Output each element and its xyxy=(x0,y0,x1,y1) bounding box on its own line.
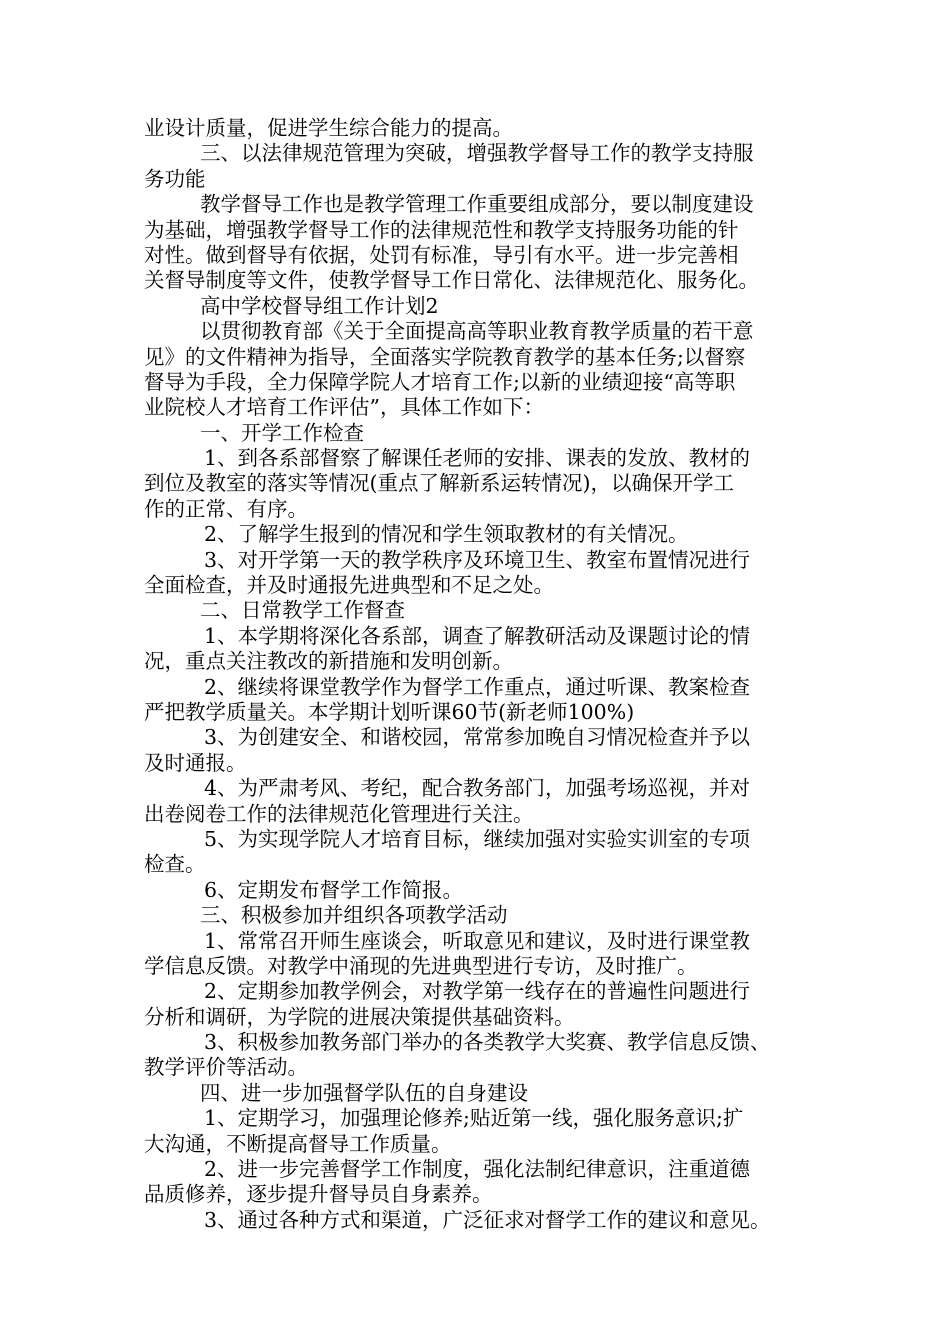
text-line: 5、为实现学院人才培育目标，继续加强对实验实训室的专项 xyxy=(204,826,751,851)
text-line: 严把教学质量关。本学期计划听课60节(新老师100%) xyxy=(144,699,635,724)
text-line: 2、进一步完善督学工作制度，强化法制纪律意识，注重道德 xyxy=(204,1157,751,1182)
text-line: 分析和调研，为学院的进展决策提供基础资料。 xyxy=(144,1004,575,1029)
text-line: 务功能 xyxy=(144,166,206,191)
text-line: 作的正常、有序。 xyxy=(144,496,308,521)
text-line: 教学督导工作也是教学管理工作重要组成部分，要以制度建设 xyxy=(200,192,754,217)
text-line: 4、为严肃考风、考纪，配合教务部门，加强考场巡视，并对 xyxy=(204,776,751,801)
text-line: 2、继续将课堂教学作为督学工作重点，通过听课、教案检查 xyxy=(204,674,751,699)
text-line: 教学评价等活动。 xyxy=(144,1055,308,1080)
text-line: 3、通过各种方式和渠道，广泛征求对督学工作的建议和意见。 xyxy=(204,1207,771,1232)
text-line: 业院校人才培育工作评估”，具体工作如下： xyxy=(144,395,544,420)
text-line: 2、定期参加教学例会，对教学第一线存在的普遍性问题进行 xyxy=(204,979,751,1004)
text-line: 3、为创建安全、和谐校园，常常参加晚自习情况检查并予以 xyxy=(204,725,751,750)
text-line: 督导为手段，全力保障学院人才培育工作;以新的业绩迎接“高等职 xyxy=(144,369,736,394)
text-line: 1、到各系部督察了解课任老师的安排、课表的发放、教材的 xyxy=(204,446,751,471)
text-line: 以贯彻教育部《关于全面提高高等职业教育教学质量的若干意 xyxy=(200,319,754,344)
text-line: 关督导制度等文件，使教学督导工作日常化、法律规范化、服务化。 xyxy=(144,268,759,293)
text-line: 3、积极参加教务部门举办的各类教学大奖赛、教学信息反馈、 xyxy=(204,1030,771,1055)
text-line: 6、定期发布督学工作简报。 xyxy=(204,877,464,902)
text-line: 对性。做到督导有依据，处罚有标准，导引有水平。进一步完善相 xyxy=(144,242,739,267)
text-line: 出卷阅卷工作的法律规范化管理进行关注。 xyxy=(144,801,534,826)
text-line: 大沟通，不断提高督导工作质量。 xyxy=(144,1131,452,1156)
text-line: 1、常常召开师生座谈会，听取意见和建议，及时进行课堂教 xyxy=(204,928,751,953)
text-line: 业设计质量，促进学生综合能力的提高。 xyxy=(144,116,513,140)
text-line: 及时通报。 xyxy=(144,750,247,775)
text-line: 学信息反馈。对教学中涌现的先进典型进行专访，及时推广。 xyxy=(144,953,698,978)
text-line: 检查。 xyxy=(144,852,206,877)
text-line: 品质修养，逐步提升督导员自身素养。 xyxy=(144,1182,493,1207)
text-line: 2、了解学生报到的情况和学生领取教材的有关情况。 xyxy=(204,522,689,547)
text-line: 3、对开学第一天的教学秩序及环境卫生、教室布置情况进行 xyxy=(204,547,751,572)
text-line: 1、本学期将深化各系部，调查了解教研活动及课题讨论的情 xyxy=(204,623,751,648)
section-heading: 三、以法律规范管理为突破，增强教学督导工作的教学支持服 xyxy=(200,141,754,166)
text-line: 到位及教室的落实等情况(重点了解新系运转情况)，以确保开学工 xyxy=(144,471,734,496)
section-heading: 四、进一步加强督学队伍的自身建设 xyxy=(200,1080,528,1105)
text-line: 况，重点关注教改的新措施和发明创新。 xyxy=(144,649,513,674)
document-title: 高中学校督导组工作计划2 xyxy=(200,293,439,318)
section-heading: 二、日常教学工作督查 xyxy=(200,598,405,623)
section-heading: 一、开学工作检查 xyxy=(200,420,364,445)
text-line: 1、定期学习，加强理论修养;贴近第一线，强化服务意识;扩 xyxy=(204,1106,744,1131)
document-body xyxy=(144,116,820,1233)
section-heading: 三、积极参加并组织各项教学活动 xyxy=(200,903,508,928)
text-line: 全面检查，并及时通报先进典型和不足之处。 xyxy=(144,573,554,598)
text-line: 见》的文件精神为指导，全面落实学院教育教学的基本任务;以督察 xyxy=(144,344,746,369)
text-line: 为基础，增强教学督导工作的法律规范性和教学支持服务功能的针 xyxy=(144,217,739,242)
